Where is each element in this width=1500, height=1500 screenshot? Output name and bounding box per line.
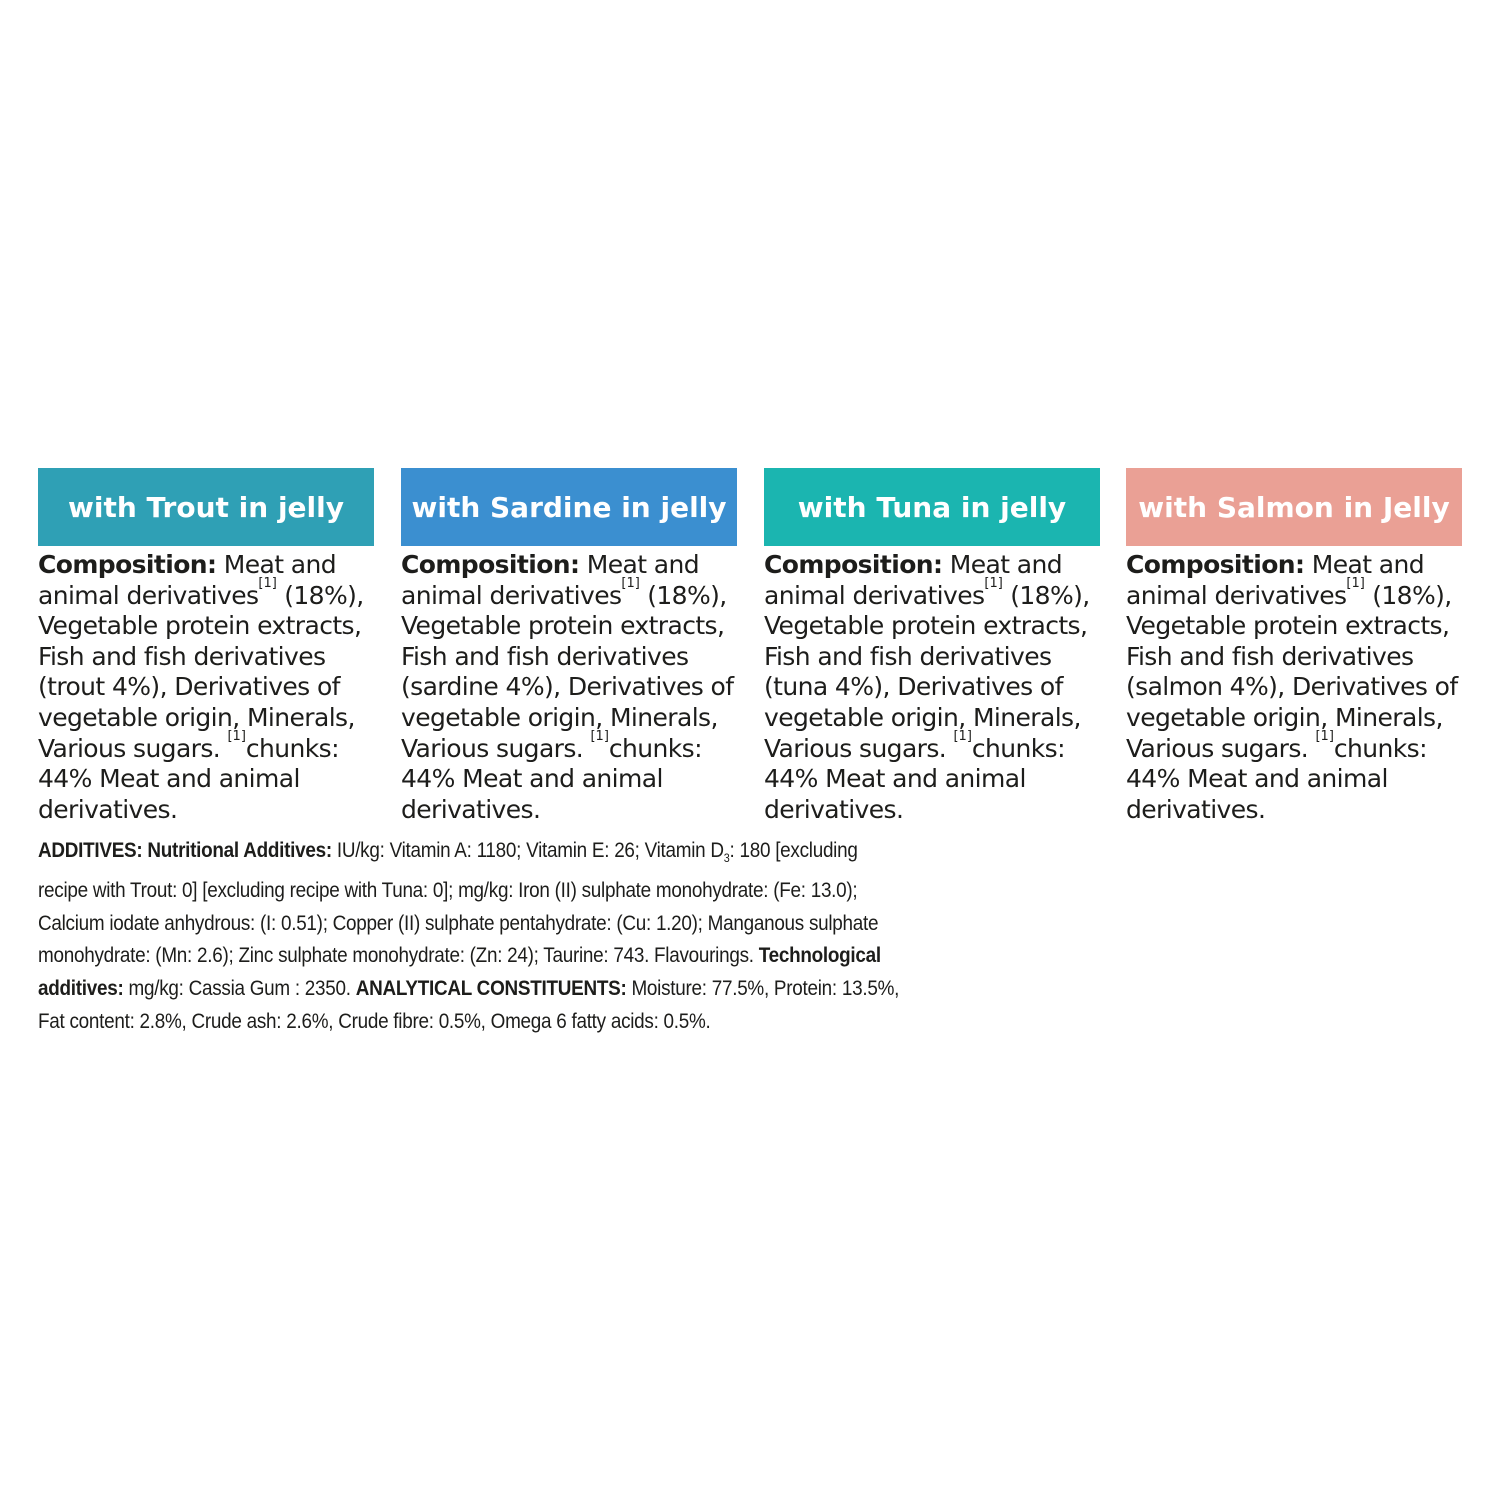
composition-text: Meat and animal derivatives [38, 550, 336, 610]
composition-text: chunks: 44% Meat and animal derivatives. [764, 733, 1065, 824]
additives-body: IU/kg: Vitamin A: 1180; Vitamin E: 26; Vitamin D [331, 839, 724, 862]
composition-label: Composition: [38, 550, 217, 579]
technological-additives-label: Technological additives: [38, 944, 881, 1000]
analytical-constituents-label: ANALYTICAL CONSTITUENTS: [355, 977, 627, 1000]
additives-text [38, 835, 902, 1038]
composition-text: Meat and animal derivatives [1126, 550, 1424, 610]
recipe-header-trout: with Trout in jelly [38, 468, 374, 546]
additives-body: mg/kg: Cassia Gum : 2350. [123, 977, 356, 1000]
composition-text: chunks: 44% Meat and animal derivatives. [1126, 733, 1427, 824]
footnote-marker: [1] [621, 575, 640, 591]
composition-text: Meat and animal derivatives [764, 550, 1062, 610]
composition-label: Composition: [1126, 550, 1305, 579]
recipe-header-salmon: with Salmon in Jelly [1126, 468, 1462, 546]
footnote-marker: [1] [258, 575, 277, 591]
footnote-marker: [1] [984, 575, 1003, 591]
recipe-composition-sardine [401, 550, 737, 825]
composition-label: Composition: [401, 550, 580, 579]
footnote-marker: [1] [953, 728, 972, 744]
footnote-marker: [1] [1346, 575, 1365, 591]
recipe-composition-salmon [1126, 550, 1462, 825]
recipe-composition-trout [38, 550, 374, 825]
composition-text: (18%), Vegetable protein extracts, Fish and fish derivatives (tuna 4%), Derivatives of vegetable origin, Minerals, Various sugars. [764, 580, 1090, 763]
composition-text: (18%), Vegetable protein extracts, Fish and fish derivatives (sardine 4%), Derivatives of vegetable origin, Minerals, Various sugars. [401, 580, 734, 763]
additives-body: : 180 [excluding recipe with Trout: 0] [excluding recipe with Tuna: 0]; mg/kg: Iron (II) sulphate monohydrate: (Fe: 13.0); Calcium iodate anhydrous: (I: 0.51); Copper (II) sulphate pentahydrate: (Cu: 1.20); Manganous sulphate monohydrate: (Mn: 2.6); Zinc sulphate monohydrate: (Zn: 24); Taurine: 743. Flavourings. [38, 839, 879, 968]
composition-text: (18%), Vegetable protein extracts, Fish and fish derivatives (trout 4%), Derivatives of vegetable origin, Minerals, Various sugars. [38, 580, 364, 763]
analytical-constituents-body: Moisture: 77.5%, Protein: 13.5%, Fat content: 2.8%, Crude ash: 2.6%, Crude fibre: 0.5%, Omega 6 fatty acids: 0.5%. [38, 977, 900, 1033]
composition-text: Meat and animal derivatives [401, 550, 699, 610]
additives-label: ADDITIVES: Nutritional Additives: [38, 839, 332, 862]
composition-text: chunks: 44% Meat and animal derivatives. [38, 733, 339, 824]
footnote-marker: [1] [590, 728, 609, 744]
composition-text: chunks: 44% Meat and animal derivatives. [401, 733, 702, 824]
composition-label: Composition: [764, 550, 943, 579]
recipe-composition-tuna [764, 550, 1100, 825]
vitamin-d-subscript: 3 [723, 851, 730, 866]
footnote-marker: [1] [227, 728, 246, 744]
recipe-header-sardine: with Sardine in jelly [401, 468, 737, 546]
footnote-marker: [1] [1315, 728, 1334, 744]
composition-text: (18%), Vegetable protein extracts, Fish and fish derivatives (salmon 4%), Derivatives of vegetable origin, Minerals, Various sugars. [1126, 580, 1458, 763]
recipe-header-tuna: with Tuna in jelly [764, 468, 1100, 546]
